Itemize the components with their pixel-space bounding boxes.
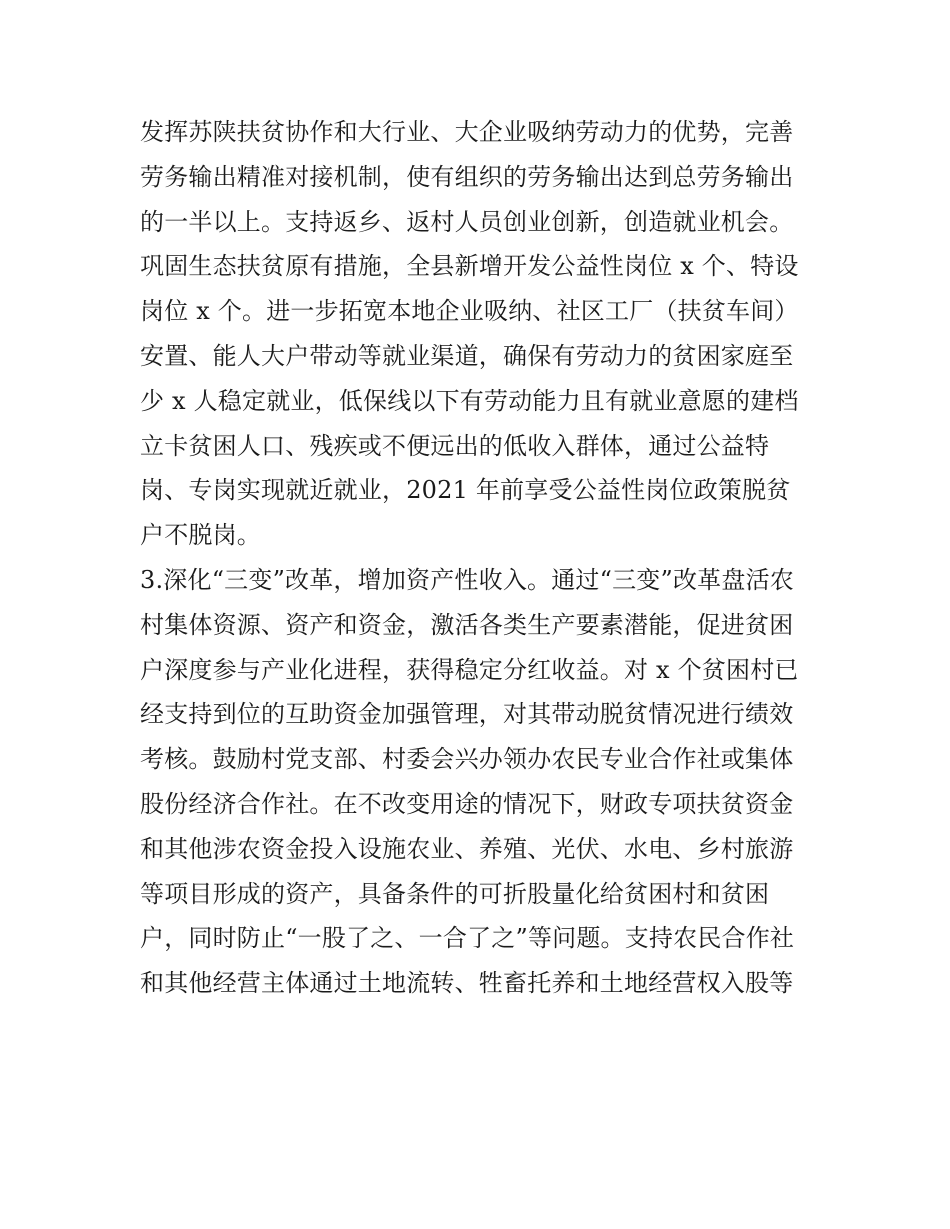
text-line: 户深度参与产业化进程，获得稳定分红收益。对 x 个贫困村已 <box>140 655 799 684</box>
text-line: 劳务输出精准对接机制，使有组织的劳务输出达到总劳务输出 <box>140 162 794 191</box>
text-line: 的一半以上。支持返乡、返村人员创业创新，创造就业机会。 <box>140 207 794 236</box>
text-line: 等项目形成的资产，具备条件的可折股量化给贫困村和贫困 <box>140 879 770 908</box>
text-line: 巩固生态扶贫原有措施，全县新增开发公益性岗位 x 个、特设 <box>140 252 799 281</box>
text-line: 股份经济合作社。在不改变用途的情况下，财政专项扶贫资金 <box>140 789 794 818</box>
text-line: 户不脱岗。 <box>140 521 261 550</box>
text-line: 岗、专岗实现就近就业，2021 年前享受公益性岗位政策脱贫 <box>140 476 791 505</box>
text-line: 发挥苏陕扶贫协作和大行业、大企业吸纳劳动力的优势，完善 <box>140 118 794 146</box>
text-line: 村集体资源、资产和资金，激活各类生产要素潜能，促进贫困 <box>140 610 794 639</box>
section-heading-line: 3.深化“三变”改革，增加资产性收入。通过“三变”改革盘活农 <box>140 565 794 594</box>
text-line: 和其他经营主体通过土地流转、牲畜托养和土地经营权入股等 <box>140 969 794 998</box>
text-line: 考核。鼓励村党支部、村委会兴办领办农民专业合作社或集体 <box>140 745 794 774</box>
body-text <box>140 110 820 1006</box>
text-line: 户，同时防止“一股了之、一合了之”等问题。支持农民合作社 <box>140 924 795 953</box>
text-line: 经支持到位的互助资金加强管理，对其带动脱贫情况进行绩效 <box>140 700 794 729</box>
text-line: 和其他涉农资金投入设施农业、养殖、光伏、水电、乡村旅游 <box>140 834 794 863</box>
text-line: 少 x 人稳定就业，低保线以下有劳动能力且有就业意愿的建档 <box>140 386 799 415</box>
text-line: 岗位 x 个。进一步拓宽本地企业吸纳、社区工厂（扶贫车间） <box>140 297 799 326</box>
text-line: 安置、能人大户带动等就业渠道，确保有劳动力的贫困家庭至 <box>140 341 794 370</box>
text-line: 立卡贫困人口、残疾或不便远出的低收入群体，通过公益特 <box>140 431 770 460</box>
